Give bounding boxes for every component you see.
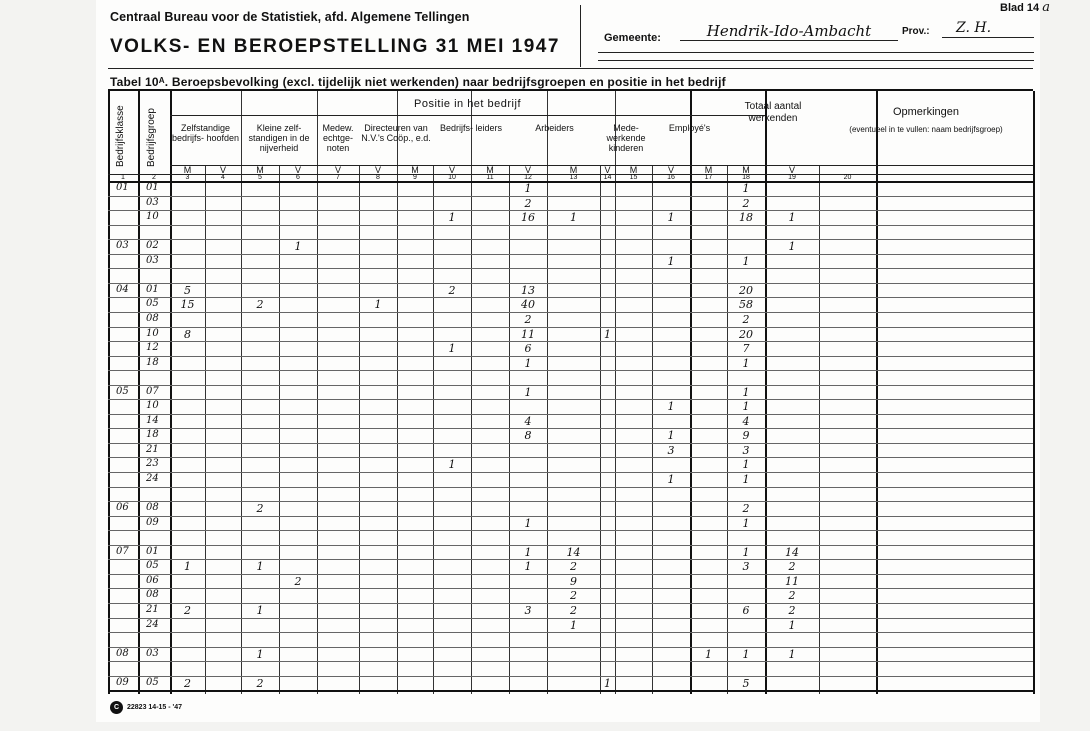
cell-value: 2: [184, 676, 191, 690]
arbeiders-header: Arbeiders: [535, 123, 574, 133]
mv-label: M: [411, 165, 419, 175]
row-line: [108, 341, 1033, 342]
row-line: [108, 632, 1033, 633]
row-line: [108, 239, 1033, 240]
column-number: 10: [448, 174, 456, 181]
cell-value: 1: [448, 458, 456, 472]
bedrijfsgroep-code: 01: [146, 283, 159, 295]
column-number: 5: [258, 174, 262, 181]
cell-value: 4: [524, 414, 532, 428]
table-bottom: [108, 690, 1033, 692]
mv-label: V: [524, 165, 531, 175]
cell-value: 1: [742, 254, 750, 268]
zelfstandige-header: Zelfstandige bedrijfs- hoofden: [171, 123, 240, 143]
cell-value: 3: [524, 603, 532, 617]
cell-value: 1: [524, 560, 532, 574]
bureau-title: Centraal Bureau voor de Statistiek, afd. Algemene Tellingen: [110, 10, 470, 24]
cell-value: 1: [524, 385, 532, 399]
kleine-header: Kleine zelf- standigen in de nijverheid: [248, 123, 310, 153]
cell-value: 2: [570, 589, 577, 603]
column-number: 16: [667, 174, 675, 181]
column-line: [1033, 91, 1035, 694]
medewerkende-header: Mede- werkende kinderen: [606, 123, 646, 153]
mv-label: V: [374, 165, 381, 175]
bedrijfsgroep-code: 01: [146, 182, 159, 193]
header-divider: [580, 5, 581, 67]
cell-value: 4: [742, 414, 750, 428]
row-line: [108, 327, 1033, 328]
mv-label: M: [486, 165, 494, 175]
cell-value: 1: [667, 211, 675, 225]
column-number: 18: [742, 174, 750, 181]
header-rule: [598, 52, 1034, 53]
column-number: 20: [843, 174, 852, 181]
column-line: [433, 165, 434, 694]
column-number: 7: [336, 174, 340, 181]
row-line: [108, 472, 1033, 473]
row-line: [108, 428, 1033, 429]
bedrijfsklasse-code: 06: [116, 502, 129, 514]
bedrijfsgroep-code: 05: [146, 676, 159, 688]
cell-value: 1: [524, 356, 532, 370]
bedrijfsgroep-code: 21: [146, 443, 159, 455]
cell-value: 1: [742, 356, 750, 370]
bedrijfsklasse-code: 03: [116, 240, 129, 252]
gemeente-value: Hendrik-Ido-Ambacht: [680, 22, 898, 41]
medew-header: Medew. echtge- noten: [322, 123, 354, 153]
cell-value: 1: [256, 647, 264, 661]
cell-value: 1: [742, 400, 750, 414]
mv-label: V: [604, 165, 611, 175]
data-table: [108, 91, 1033, 694]
cell-value: 1: [788, 647, 796, 661]
column-number: 4: [221, 174, 225, 181]
prov-value: Z. H.: [942, 20, 1034, 38]
cbs-logo-icon: C: [110, 701, 123, 714]
cell-value: 1: [570, 211, 577, 225]
column-number: 11: [486, 174, 494, 181]
cell-value: 8: [184, 327, 191, 341]
cell-value: 1: [742, 647, 750, 661]
cell-value: 20: [739, 283, 753, 297]
row-line: [108, 443, 1033, 444]
column-number: 1: [121, 174, 125, 181]
cell-value: 13: [521, 283, 535, 297]
column-line: [600, 165, 601, 694]
row-line: [108, 399, 1033, 400]
prov-label: Prov.:: [902, 26, 930, 37]
cell-value: 2: [448, 283, 456, 297]
row-line: [108, 516, 1033, 517]
opmerkingen-note: (eventueel in te vullen: naam bedrijfsgroep): [849, 125, 1003, 134]
column-number: 13: [569, 174, 578, 181]
bedrijfsgroep-code: 02: [146, 240, 159, 252]
cell-value: 20: [739, 327, 753, 341]
cell-value: 58: [739, 298, 753, 312]
column-number: 2: [152, 174, 156, 181]
bedrijfsklasse-code: 09: [116, 676, 129, 688]
column-line: [359, 165, 360, 694]
row-line: [108, 254, 1033, 255]
cell-value: 1: [256, 603, 264, 617]
row-line: [108, 370, 1033, 371]
mv-label: V: [667, 165, 674, 175]
bedrijfsgroep-code: 14: [146, 414, 159, 426]
table-title: Tabel 10ᴬ. Beroepsbevolking (excl. tijdelijk niet werkenden) naar bedrijfsgroepen en positie in het bedrijf: [110, 75, 726, 89]
header-rule-2: [598, 60, 1034, 61]
bedrijfsgroep-code: 18: [146, 356, 159, 368]
cell-value: 14: [785, 545, 799, 559]
cell-value: 2: [256, 298, 264, 312]
sheet-number-suffix: a: [1042, 0, 1050, 15]
form-code: 22823 14-15 - '47: [127, 704, 182, 711]
bedrijfsgroep-code: 21: [146, 603, 159, 615]
mv-label: V: [334, 165, 341, 175]
bedrijfsgroep-code: 18: [146, 429, 159, 441]
column-number: 9: [413, 174, 417, 181]
column-line: [819, 165, 820, 694]
cell-value: 1: [184, 560, 191, 574]
bedrijfsgroep-code: 06: [146, 574, 159, 586]
cell-value: 2: [570, 560, 577, 574]
column-number: 17: [704, 174, 713, 181]
cell-value: 1: [570, 618, 577, 632]
row-line: [108, 385, 1033, 386]
bedrijfsleiders-header: Bedrijfs- leiders: [439, 123, 503, 133]
row-line: [108, 312, 1033, 313]
cell-value: 1: [524, 516, 532, 530]
bedrijfsgroep-code: 01: [146, 545, 159, 557]
column-number: 19: [788, 174, 796, 181]
bedrijfsklasse-header: Bedrijfsklasse: [115, 105, 126, 167]
bedrijfsgroep-code: 05: [146, 298, 159, 310]
cell-value: 1: [524, 545, 532, 559]
cell-value: 1: [788, 240, 796, 254]
cell-value: 2: [742, 312, 750, 326]
row-line: [108, 487, 1033, 488]
row-line: [108, 356, 1033, 357]
bedrijfsklasse-code: 05: [116, 385, 129, 397]
bedrijfsklasse-code: 08: [116, 647, 129, 659]
cell-value: 8: [524, 429, 532, 443]
bedrijfsgroep-code: 08: [146, 312, 159, 324]
cell-value: 18: [739, 211, 753, 225]
gemeente-label: Gemeente:: [604, 32, 661, 44]
cell-value: 1: [742, 473, 750, 486]
cell-value: 1: [742, 182, 750, 195]
sheet-number: [1000, 0, 1050, 15]
opmerkingen-header: Opmerkingen: [892, 106, 960, 118]
cell-value: 9: [570, 574, 577, 588]
cell-value: 2: [184, 603, 191, 617]
cell-value: 1: [667, 254, 675, 268]
mv-label: M: [569, 165, 578, 175]
cell-value: 15: [180, 298, 195, 312]
totaal-header: Totaal aantal werkenden: [744, 101, 802, 124]
bedrijfsgroep-code: 23: [146, 458, 159, 470]
cell-value: 16: [521, 211, 535, 225]
cell-value: 3: [667, 443, 675, 457]
footer: [110, 701, 182, 714]
bedrijfsklasse-code: 01: [116, 182, 129, 193]
mv-label: M: [183, 165, 192, 175]
bedrijfsgroep-code: 03: [146, 254, 159, 266]
cell-value: 2: [742, 196, 750, 210]
bedrijfsgroep-code: 10: [146, 327, 159, 339]
cell-value: 11: [521, 327, 535, 341]
row-line: [108, 661, 1033, 662]
cell-value: 1: [742, 458, 750, 472]
positie-header: Positie in het bedrijf: [414, 98, 521, 110]
column-number: 3: [185, 174, 190, 181]
bedrijfsgroep-code: 08: [146, 589, 159, 601]
cell-value: 6: [742, 603, 750, 617]
cell-value: 1: [667, 400, 675, 414]
bedrijfsgroep-code: 24: [146, 473, 159, 484]
cell-value: 1: [256, 560, 264, 574]
bedrijfsklasse-code: 07: [116, 545, 129, 557]
cell-value: 3: [742, 560, 750, 574]
bedrijfsgroep-code: 10: [146, 400, 159, 412]
column-number: 6: [296, 174, 300, 181]
cell-value: 5: [184, 283, 191, 297]
mv-label: V: [294, 165, 301, 175]
cell-value: 1: [788, 211, 796, 225]
cell-value: 3: [742, 443, 750, 457]
mv-label: V: [788, 165, 795, 175]
cell-value: 9: [742, 429, 750, 443]
census-title: VOLKS- EN BEROEPSTELLING 31 MEI 1947: [110, 36, 560, 57]
row-line: [108, 530, 1033, 531]
mv-label: V: [448, 165, 455, 175]
bedrijfsgroep-code: 09: [146, 516, 159, 528]
bedrijfsgroep-code: 03: [146, 196, 159, 208]
employes-header: Employé's: [668, 123, 711, 133]
row-line: [108, 457, 1033, 458]
column-line: [205, 165, 206, 694]
directeuren-header: Directeuren van N.V.'s Coöp., e.d.: [361, 123, 431, 143]
bedrijfsklasse-code: 04: [116, 283, 129, 295]
cell-value: 7: [742, 342, 750, 356]
cell-value: 2: [570, 603, 577, 617]
header-line: [108, 181, 1033, 183]
column-number: 12: [524, 174, 532, 181]
row-line: [108, 196, 1033, 197]
cell-value: 2: [788, 603, 796, 617]
cell-value: 1: [788, 618, 796, 632]
cell-value: 1: [667, 473, 675, 486]
mv-label: M: [629, 165, 638, 175]
cell-value: 1: [667, 429, 675, 443]
row-line: [108, 225, 1033, 226]
cell-value: 14: [566, 545, 581, 559]
cell-value: 1: [448, 211, 456, 225]
cell-value: 2: [524, 196, 532, 210]
bedrijfsgroep-code: 05: [146, 560, 159, 572]
mv-label: M: [256, 165, 264, 175]
cell-value: 1: [742, 385, 750, 399]
cell-value: 2: [788, 560, 796, 574]
bedrijfsgroep-code: 03: [146, 647, 159, 659]
column-number: 15: [629, 174, 638, 181]
cell-value: 1: [742, 545, 750, 559]
cell-value: 1: [448, 342, 456, 356]
cell-value: 1: [705, 647, 712, 661]
cell-value: 1: [604, 327, 611, 341]
cell-value: 2: [294, 574, 302, 588]
column-number: 8: [376, 174, 380, 181]
mv-label: V: [219, 165, 226, 175]
cell-value: 1: [374, 298, 382, 312]
row-line: [108, 283, 1033, 284]
cell-value: 2: [524, 312, 532, 326]
header-bottom-rule: [108, 68, 1033, 69]
mv-label: M: [704, 165, 713, 175]
cell-value: 6: [524, 342, 532, 356]
bedrijfsgroep-code: 24: [146, 618, 159, 630]
cell-value: 2: [256, 676, 264, 690]
bedrijfsgroep-code: 07: [146, 385, 159, 397]
cell-value: 1: [524, 182, 532, 195]
header-line: [170, 115, 765, 116]
bedrijfsgroep-code: 10: [146, 211, 159, 223]
sheet-number-label: Blad 14: [1000, 2, 1040, 14]
row-line: [108, 268, 1033, 269]
column-number: 14: [603, 174, 612, 181]
cell-value: 40: [521, 298, 535, 312]
bedrijfsgroep-code: 12: [146, 342, 159, 354]
row-line: [108, 414, 1033, 415]
cell-value: 2: [256, 502, 264, 516]
cell-value: 2: [742, 502, 750, 516]
cell-value: 5: [742, 676, 750, 690]
cell-value: 1: [294, 240, 302, 254]
cell-value: 11: [785, 574, 799, 588]
mv-label: M: [742, 165, 750, 175]
bedrijfsgroep-header: Bedrijfsgroep: [146, 108, 157, 167]
cell-value: 1: [604, 676, 611, 690]
cell-value: 2: [788, 589, 796, 603]
bedrijfsgroep-code: 08: [146, 502, 159, 514]
cell-value: 1: [742, 516, 750, 530]
